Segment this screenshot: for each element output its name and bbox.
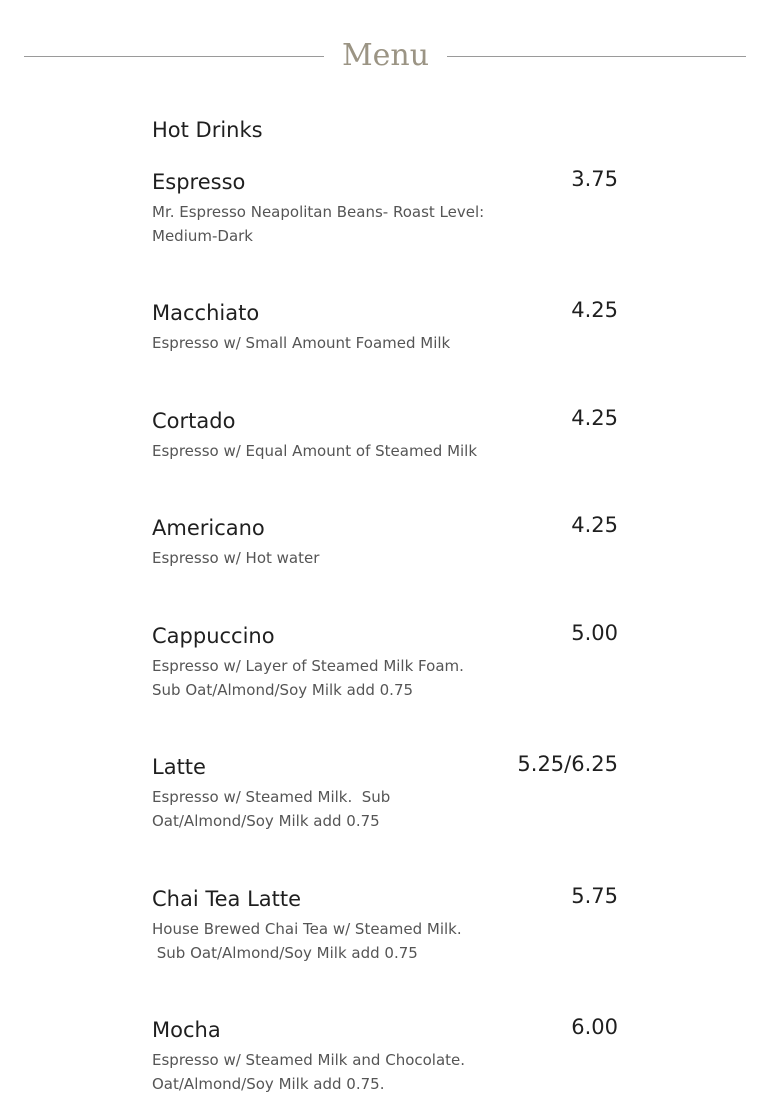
item-name: Cortado: [152, 409, 236, 433]
item-price: 5.00: [571, 621, 618, 645]
item-description: Espresso w/ Hot water: [152, 549, 320, 567]
item-name: Macchiato: [152, 301, 260, 325]
item-name: Latte: [152, 755, 206, 779]
item-description: Espresso w/ Layer of Steamed Milk Foam. Sub Oat/Almond/Soy Milk add 0.75: [152, 657, 469, 699]
item-price: 4.25: [571, 406, 618, 430]
menu-header: [24, 34, 746, 78]
item-description: Espresso w/ Equal Amount of Steamed Milk: [152, 442, 478, 460]
item-name: Americano: [152, 516, 265, 540]
item-description: Mr. Espresso Neapolitan Beans- Roast Level: Medium-Dark: [152, 203, 489, 245]
item-description: House Brewed Chai Tea w/ Steamed Milk. Sub Oat/Almond/Soy Milk add 0.75: [152, 920, 462, 962]
page-title: Menu: [341, 38, 430, 73]
header-divider-left: [24, 56, 324, 57]
item-name: Cappuccino: [152, 624, 275, 648]
item-price: 5.75: [571, 884, 618, 908]
item-name: Espresso: [152, 170, 246, 194]
item-description: Espresso w/ Small Amount Foamed Milk: [152, 334, 451, 352]
item-description: Espresso w/ Steamed Milk and Chocolate. Oat/Almond/Soy Milk add 0.75.: [152, 1051, 470, 1093]
item-price: 4.25: [571, 298, 618, 322]
item-price: 3.75: [571, 167, 618, 191]
item-name: Chai Tea Latte: [152, 887, 302, 911]
item-price: 5.25/6.25: [517, 752, 618, 776]
header-divider-right: [447, 56, 746, 57]
item-price: 6.00: [571, 1015, 618, 1039]
section-title: Hot Drinks: [152, 118, 263, 142]
item-name: Mocha: [152, 1018, 221, 1042]
item-price: 4.25: [571, 513, 618, 537]
item-description: Espresso w/ Steamed Milk. Sub Oat/Almond/Soy Milk add 0.75: [152, 788, 396, 830]
